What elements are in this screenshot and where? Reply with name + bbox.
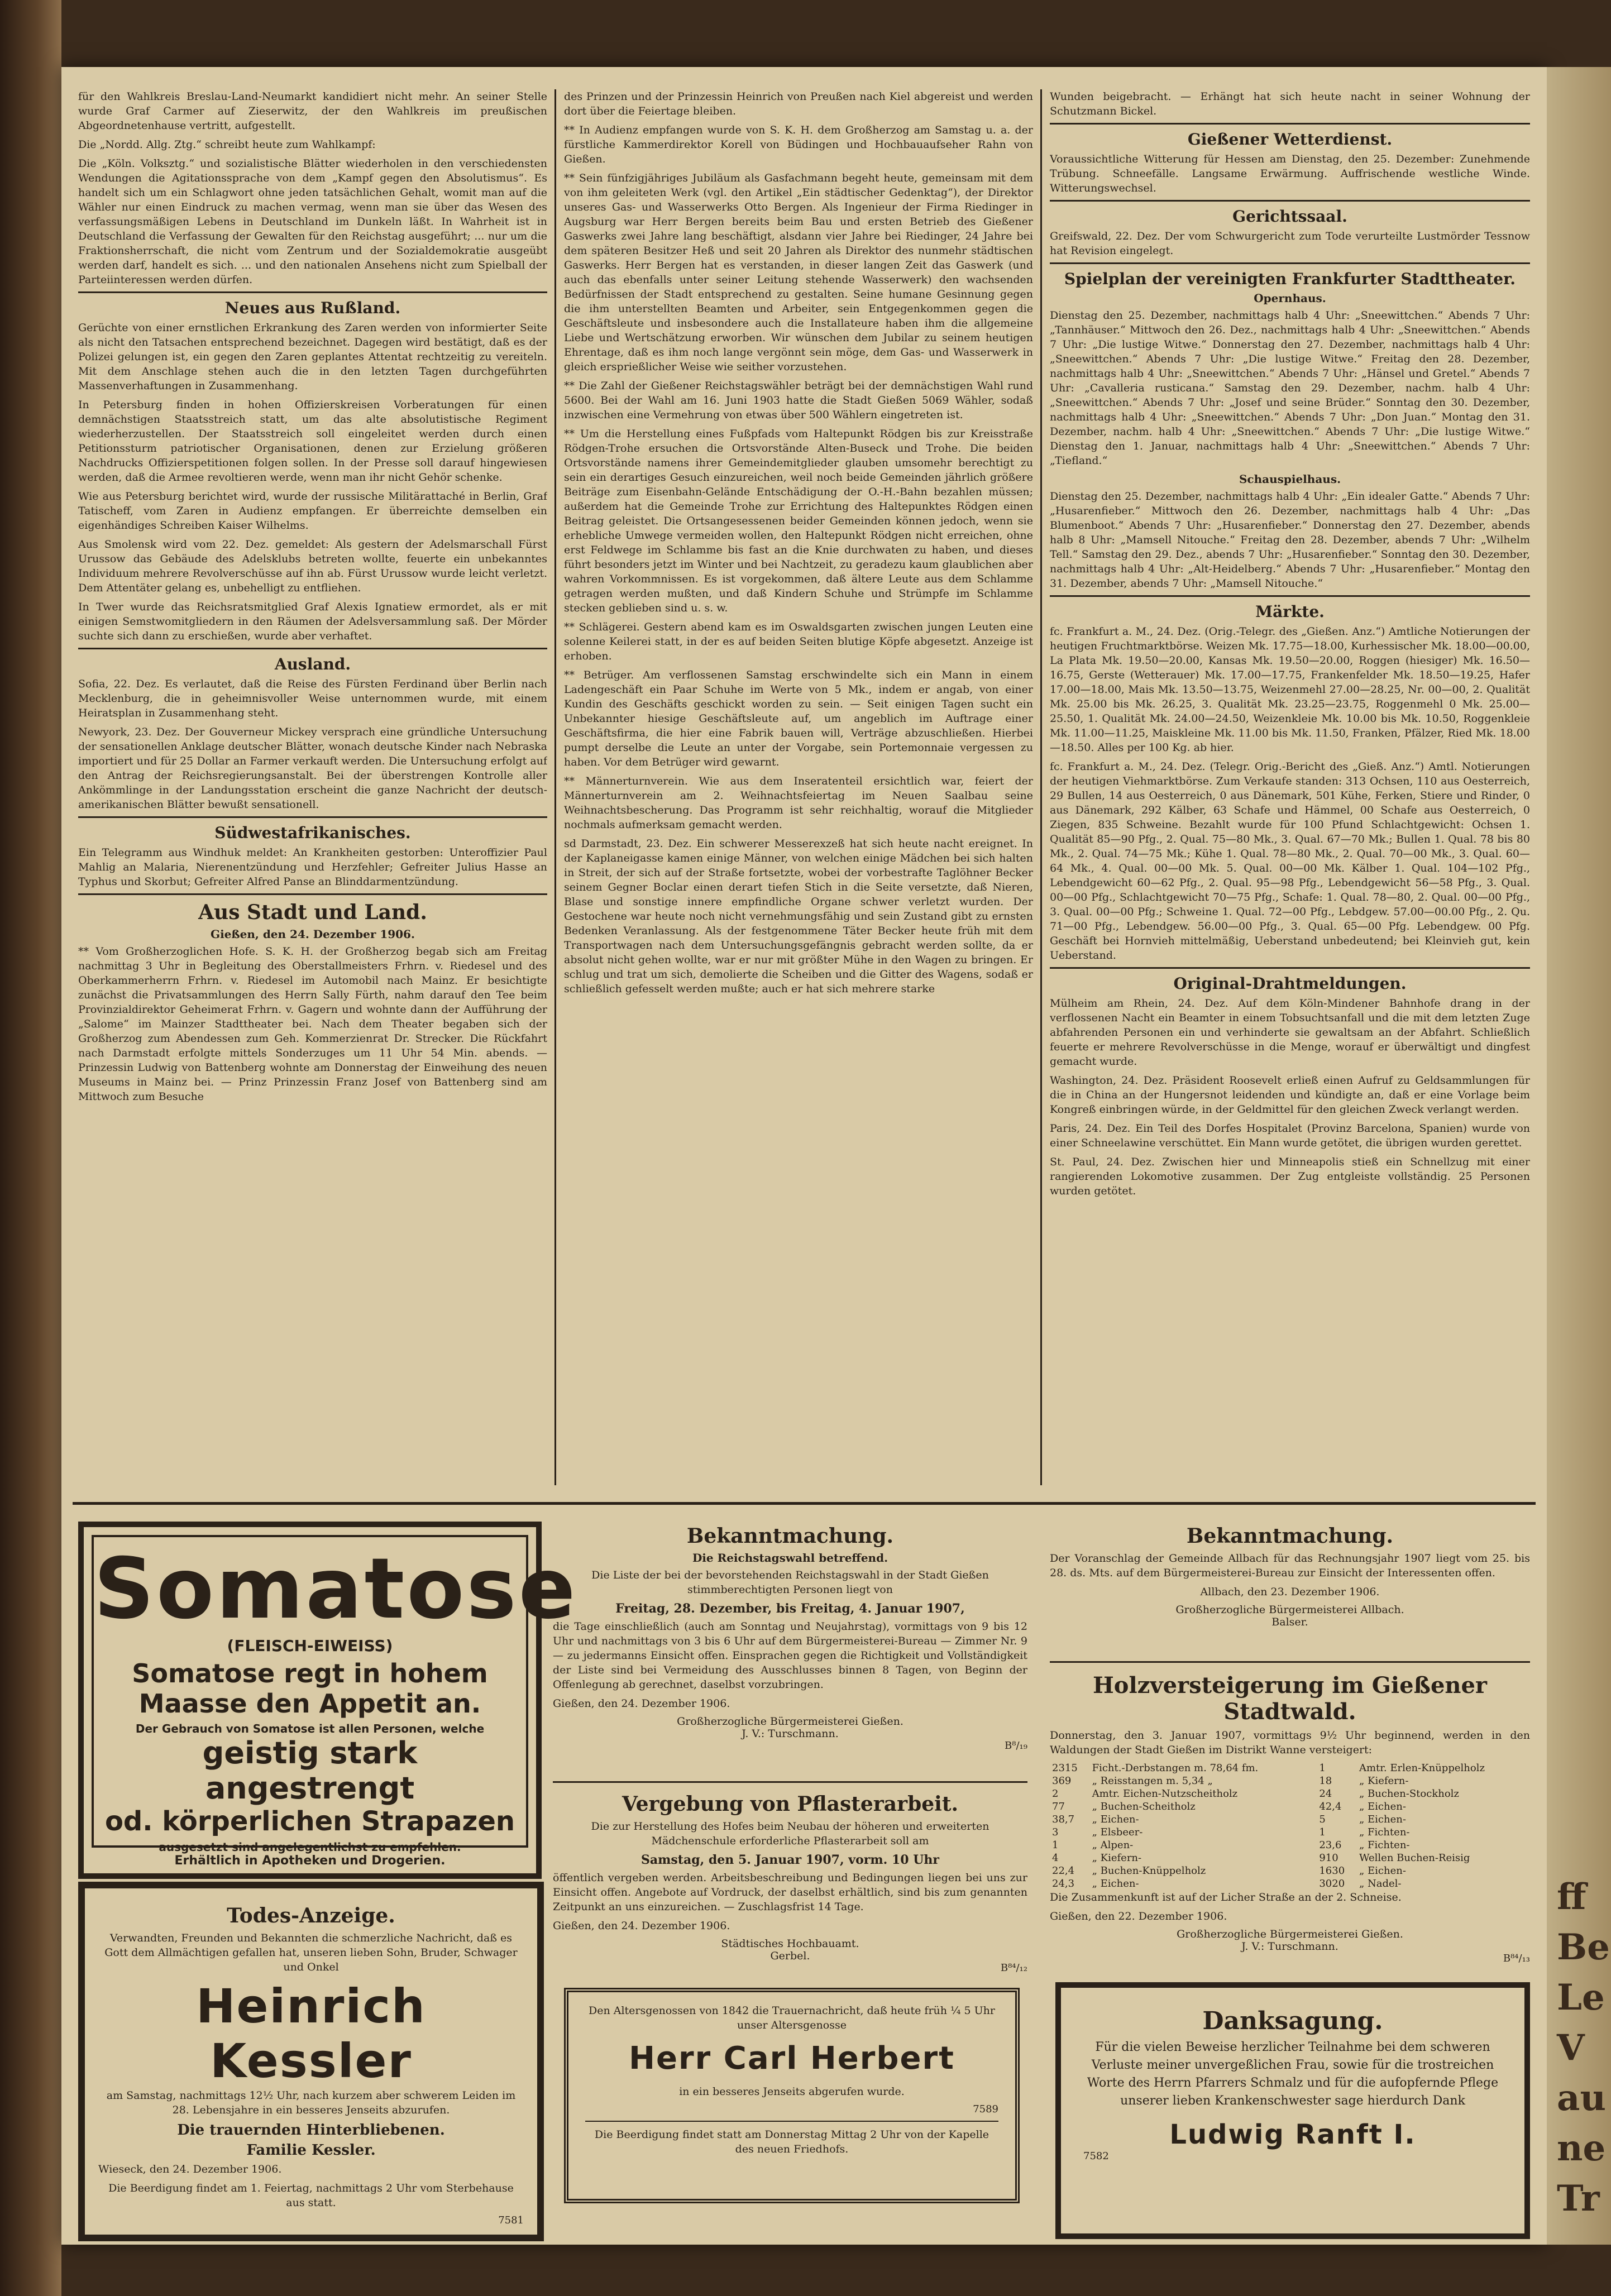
notice-signature: Städtisches Hochbauamt. [721,1938,859,1950]
page-edge-text: Tr [1557,2178,1600,2220]
article-text: fc. Frankfurt a. M., 24. Dez. (Telegr. Orig.-Bericht des „Gieß. Anz.“) Amtl. Notierungen der heutigen Viehmarktbörse. Zum Verkaufe standen: 313 Ochsen, 110 aus Oesterreich, 29 Bullen, 14 aus Oesterreich, 0 aus Dänemark, 501 Kühe, Ferken, Stiere und Rinder, 0 aus Dänemark, 292 Kälber, 63 Schafe und Hämmel, 00 Schafe aus Oesterreich, 0 Ziegen, 835 Schweine. Bezahlt wurde für 100 Pfund Schlachtgewicht: Ochsen 1. Qualität 85—90 Pfg., 2. Qual. 75—80 Mk., 3. Qual. 67—70 Mk.; Bullen 1. Qual. 78 bis 80 Mk., 2. Qual. 74—75 Mk.; Kühe 1. Qual. 78—80 Mk., 2. Qual. 70—00 Mk., 3. Qual. 60—64 Mk., 4. Qual. 00—00 Mk. 5. Qual. 00—00 Mk. Kälber 1. Qual. 104—102 Pfg., Lebendgewicht 60—62 Pfg., 2. Qual. 95—98 Pfg., Lebendgewicht 56—58 Pfg., 3. Qual. 00—00 Pfg., Schlachtgewicht 70—75 Pfg., Schafe: 1. Qual. 78—80, 2. Qual. 00—00 Pfg., 3. Qual. 00—00 Pfg.; Schweine 1. Qual. 72—00 Pfg., Lebdgew. 57.00—00.00 Pfg., 2. Qu. 71—00 Pfg., Lebendgew. 56.00—00 Pfg., 3. Qual. 65—00 Pfg. Lebendgew. 00 Pfg. Geschäft bei Hornvieh mittelmäßig, Ueberstand unbedeutend; bei Kleinvieh gut, kein Ueberstand. [1050,760,1530,962]
table-cell: 1 [1052,1839,1059,1851]
article-text: ** Betrüger. Am verflossenen Samstag erschwindelte sich ein Mann in einem Ladengeschäft ein Paar Schuhe im Werte von 5 Mk., indem er angab, von einer Kundin des Geschäfts geschickt worden zu sein. — Seit einigen Tagen sucht ein Unbekannter hiesige Geschäftsleute auf, um angeblich im Auftrage einer Geschäftsfirma, die hier eine Fabrik bauen will, Verträge abzuschließen. Hierbei pumpt derselbe die Leute an unter der Vorgabe, sein Portemonnaie vergessen zu haben. Vor dem Betrüger wird gewarnt. [564,669,1033,768]
notice-title: Todes-Anzeige. [227,1904,395,1927]
article-text: fc. Frankfurt a. M., 24. Dez. (Orig.-Telegr. des „Gießen. Anz.“) Amtliche Notierungen der heutigen Fruchtmarktbörse. Weizen Mk. 17.75—18.00, Kurhessischer Mk. 18.00—00.00, La Plata Mk. 19.50—20.00, Kansas Mk. 19.50—20.00, Roggen (hiesiger) Mk. 16.50—16.75, Gerste (Wetterauer) Mk. 17.00—17.75, Frankenfelder Mk. 18.50—19.25, Hafer 17.00—18.00, Mais Mk. 13.50—13.75, Weizenmehl 27.00—28.25, Nr. 00—00, 2. Qualität Mk. 25.00 bis Mk. 26.25, 3. Qualität Mk. 23.25—23.75, Roggenmehl 0 Mk. 25.00—25.50, 1. Qualität Mk. 24.00—24.50, Weizenkleie Mk. 10.00 bis Mk. 10.50, Roggenkleie Mk. 11.00—11.25, Maiskleine Mk. 11.00 bis Mk. 11.50, Franken, Pfälzer, Ried Mk. 18.00—18.50. Alles per 100 Kg. ab hier. [1050,625,1530,754]
section-heading: Spielplan der vereinigten Frankfurter Stadttheater. [1064,270,1516,288]
table-cell: 22,4 [1052,1865,1075,1877]
divider [553,1781,1027,1783]
notice-signature: Großherzogliche Bürgermeisterei Gießen. [1177,1928,1403,1940]
notice-text: Den Altersgenossen von 1842 die Trauernachricht, daß heute früh ¼ 5 Uhr unser Altersgenosse [589,2005,995,2031]
ad-number: 7582 [1083,2150,1109,2162]
section-heading: Original-Drahtmeldungen. [1173,974,1407,993]
article-text: Dienstag den 25. Dezember, nachmittags halb 4 Uhr: „Ein idealer Gatte.“ Abends 7 Uhr: „Husarenfieber.“ Mittwoch den 26. Dezember, nachmittags halb 4 Uhr: „Das Blumenboot.“ Abends 7 Uhr: „Husarenfieber.“ Donnerstag den 27. Dezember, abends halb 8 Uhr: „Mamsell Nitouche.“ Freitag den 28. Dezember, abends 7 Uhr: „Wilhelm Tell.“ Samstag den 29. Dez., abends 7 Uhr: „Husarenfieber.“ Sonntag den 30. Dezember, nachmittags halb 4 Uhr: „Alt-Heidelberg.“ Abends 7 Uhr: „Husarenfieber.“ Montag den 31. Dezember, abends 7 Uhr: „Mamsell Nitouche.“ [1050,490,1530,590]
notice-signature: J. V.: Turschmann. [742,1728,839,1740]
article-text: Die „Köln. Volksztg.“ und sozialistische Blätter wiederholen in den verschiedensten Wendungen die Agitationssprache von dem „Kampf gegen den Absolutismus“. Es handelt sich um ein Schlagwort ohne jeden tatsächlichen Gehalt, womit man auf die Wähler nur einen Eindruck zu machen vermag, wenn man sie über das Wesen des verfassungsmäßigen Lebens in Deutschland im Dunkeln läßt. In Wahrheit ist in Deutschland die Verfassung der Gewalten für den Reichstag ausgeführt; ... nur um die Fraktionsherrschaft, die nicht vom Zentrum und der Sozialdemokratie ausgeübt werden darf, handelt es sich. ... und den nationalen Ansehens nicht zum Spielball der Parteiinteressen werden dürfen. [78,157,547,286]
table-cell: „ Fichten- [1359,1826,1410,1838]
notice-text: Die Zusammenkunft ist auf der Licher Straße an der 2. Schneise. [1050,1891,1402,1903]
wood-table [1050,1762,1530,1890]
table-cell: 24 [1319,1788,1332,1800]
table-cell: „ Buchen-Stockholz [1359,1788,1459,1800]
article-text: ** Sein fünfzigjähriges Jubiläum als Gasfachmann begeht heute, gemeinsam mit dem von ihm geleiteten Werk (vgl. den Artikel „Ein städtischer Gedenktag“), der Direktor unseres Gas- und Wasserwerks Otto Bergen. Als Ingenieur der Firma Riedinger in Augsburg war Herr Bergen bereits beim Bau und ersten Betrieb des Gießener Gaswerks zwei Jahre lang beschäftigt, alsdann vier Jahre bei Riedinger, 24 Jahre bei dem späteren Besitzer Heß und seit 20 Jahren als Direktor des nunmehr städtischen Gaswerks. Herr Bergen hat es verstanden, in dieser langen Zeit das Gaswerk (und auch das ebenfalls unter seiner Leitung stehende Wasserwerk) den wachsenden Bedürfnissen der Stadt entsprechend zu gestalten. Seine humane Gesinnung gegen die ihm unterstellten Beamten und Arbeiter, sein Entgegenkommen gegen die Geschäftsleute und insbesondere auch die Installateure haben ihm die allgemeine Liebe und Wertschätzung erworben. Wir wünschen dem Jubilar zu seinem heutigen Ehrentage, daß es ihm noch lange vergönnt sein möge, dem Gas- und Wasserwerk in gleich ersprießlicher Weise wie seither vorzustehen. [564,172,1033,373]
announcement-holzversteigerung [1050,1667,1530,1968]
table-cell: „ Buchen-Knüppelholz [1092,1865,1206,1877]
ad-text: Erhältlich in Apotheken und Drogerien. [174,1854,446,1868]
article-text: In Petersburg finden in hohen Offizierskreisen Vorberatungen für einen demnächstigen Staatsstreich statt, um das alte absolutistische Regiment wiederherzustellen. Der Staatsstreich soll eingeleitet werden durch einen Petitionssturm patriotischer Organisationen, denen zur Erzielung größeren Nachdrucks Offizierspetitionen folgen sollen. In der Presse soll darauf hingewiesen werden, daß die Armee revoltieren werde, wenn man ihr nicht Gehör schenke. [78,399,547,484]
article-text: ** Vom Großherzoglichen Hofe. S. K. H. der Großherzog begab sich am Freitag nachmittag 3 Uhr in Begleitung des Oberstallmeisters Frhrn. v. Riedesel und des Oberkammerherrn Frhrn. v. Riedesel im Automobil nach Mainz. Er besichtigte zunächst die Privatsammlungen des Herrn Sally Fürth, nahm darauf den Tee beim Provinzialdirektor Geheimerat Frhrn. v. Gagern und wohnte dann der Aufführung der „Salome“ im Mainzer Stadttheater bei. Nach dem Theater begaben sich der Großherzog zum Abendessen zum Geh. Kommerzienrat Dr. Strecker. Die Rückfahrt nach Darmstadt erfolgte mittels Sonderzuges um 11 Uhr 54 Min. abends. — Prinzessin Ludwig von Battenberg wohnte am Donnerstag der Einweihung des neuen Museums in Mainz bei. — Prinz Prinzessin Franz Josef von Battenberg sind am Mittwoch zum Besuche [78,945,547,1103]
page-edge-text: V [1557,2027,1585,2069]
table-cell: Ficht.-Derbstangen m. 78,64 fm. [1092,1762,1259,1774]
next-page-edge [1547,67,1611,2245]
table-cell: „ Elsbeer- [1092,1826,1143,1838]
table-row [1050,1787,1530,1800]
section-heading: Ausland. [274,655,351,673]
ad-text: ausgesetzt sind angelegentlichst zu empfehlen. [159,1840,461,1854]
notice-signature: Die trauernden Hinterbliebenen. [177,2122,445,2139]
article-text: des Prinzen und der Prinzessin Heinrich von Preußen nach Kiel abgereist und werden dort über die Feiertage bleiben. [564,90,1033,117]
table-row [1050,1877,1530,1890]
table-row [1050,1864,1530,1877]
page-edge-text: ne [1557,2127,1606,2169]
table-cell: 38,7 [1052,1814,1075,1825]
table-cell: 5 [1319,1814,1326,1825]
table-cell: 2 [1052,1788,1059,1800]
notice-place: Gießen, den 22. Dezember 1906. [1050,1910,1227,1922]
ad-text: Somatose regt in hohem [132,1658,488,1688]
notice-title: Vergebung von Pflasterarbeit. [622,1792,958,1816]
table-row [1050,1800,1530,1813]
divider [585,2121,998,2122]
article-text: Sofia, 22. Dez. Es verlautet, daß die Reise des Fürsten Ferdinand über Berlin nach Mecklenburg, die in geheimnisvoller Weise unternommen wurde, mit einem Heiratsplan in Zusammenhang steht. [78,678,547,719]
table-row [1050,1813,1530,1826]
article-text: Ein Telegramm aus Windhuk meldet: An Krankheiten gestorben: Unteroffizier Paul Mahlig an Malaria, Nierenentzündung und Herzfehler; Gefreiter Julius Hasse an Typhus und Skorbut; Gefreiter Alfred Panse an Blinddarmentzündung. [78,846,547,888]
ad-text: (FLEISCH-EIWEISS) [227,1637,393,1655]
table-cell: 77 [1052,1801,1065,1812]
notice-signature: Familie Kessler. [246,2142,376,2159]
column-rule [1040,89,1042,1485]
section-heading: Aus Stadt und Land. [198,901,427,924]
announcement-allbach [1050,1519,1530,1658]
table-cell: „ Eichen- [1359,1814,1406,1825]
article-text: Aus Smolensk wird vom 22. Dez. gemeldet: Als gestern der Adelsmarschall Fürst Urussow das Gebäude des Adelsklubs betreten wollte, feuerte ein unbekanntes Individuum mehrere Revolverschüsse auf ihn ab. Fürst Urussow wurde leicht verletzt. Dem Attentäter gelang es, unbehelligt zu entfliehen. [78,538,547,594]
article-text: In Twer wurde das Reichsratsmitglied Graf Alexis Ignatiew ermordet, als er mit einigen Semstwomitgliedern in den Räumen der Adelsversammlung saß. Der Mörder suchte sich dann zu erschießen, wurde aber verhaftet. [78,601,547,642]
article-text: ** Die Zahl der Gießener Reichstagswähler beträgt bei der demnächstigen Wahl rund 5600. Bei der Wahl am 16. Juni 1903 hatte die Stadt Gießen 5069 Wähler, sodaß inzwischen eine Vermehrung von etwas über 500 Wählern eingetreten ist. [564,380,1033,421]
death-notice-kessler [78,1882,544,2241]
notice-text: Die Liste der bei der bevorstehenden Reichstagswahl in der Stadt Gießen stimmberechtigten Personen liegt von [591,1569,989,1596]
notice-text: Der Voranschlag der Gemeinde Allbach für das Rechnungsjahr 1907 liegt vom 25. bis 28. ds. Mts. auf dem Bürgermeisterei-Bureau zur Einsicht der Interessenten offen. [1050,1552,1530,1579]
page-edge-text: ff [1557,1876,1586,1918]
notice-dates: Freitag, 28. Dezember, bis Freitag, 4. Januar 1907, [615,1601,965,1616]
notice-dates: Samstag, den 5. Januar 1907, vorm. 10 Uhr [641,1853,939,1867]
dateline: Gießen, den 24. Dezember 1906. [211,927,415,941]
table-cell: 1 [1319,1762,1326,1774]
article-text: St. Paul, 24. Dez. Zwischen hier und Minneapolis stieß ein Schnellzug mit einer rangierenden Lokomotive zusammen. Der Zug entgleiste vollständig. 25 Personen wurden getötet. [1050,1156,1530,1197]
divider [1050,123,1530,125]
subheading: Schauspielhaus. [1239,472,1341,486]
section-heading: Gerichtssaal. [1232,207,1347,226]
table-cell: „ Fichten- [1359,1839,1410,1851]
table-cell: „ Buchen-Scheitholz [1092,1801,1196,1812]
table-cell: 2315 [1052,1762,1078,1774]
article-text: Mülheim am Rhein, 24. Dez. Auf dem Köln-Mindener Bahnhofe drang in der verflossenen Nacht ein Beamter in einem Tobsuchtsanfall und die mit dem letzten Zuge abfahrenden Personen ein und verhinderte sie gewaltsam an der Abfahrt. Schließlich feuerte er mehrere Revolverschüsse in die Menge, worauf er überwältigt und dingfest gemacht wurde. [1050,997,1530,1068]
notice-place: Wieseck, den 24. Dezember 1906. [98,2163,282,2175]
ad-number: B⁸/₁₉ [1005,1740,1027,1752]
section-heading: Neues aus Rußland. [224,299,401,317]
column-rule [554,89,556,1485]
article-text: ** In Audienz empfangen wurde von S. K. H. dem Großherzog am Samstag u. a. der fürstliche Kammerdirektor Korell von Büdingen und Hochbauaufseher Rahn von Gießen. [564,124,1033,165]
table-cell: „ Eichen- [1092,1878,1139,1890]
ads-divider [73,1502,1536,1505]
table-cell: 23,6 [1319,1839,1342,1851]
table-cell: Amtr. Erlen-Knüppelholz [1359,1762,1485,1774]
notice-title: Bekanntmachung. [686,1524,894,1548]
table-row [1050,1852,1530,1864]
deceased-name: Herr Carl Herbert [629,2040,955,2077]
article-text: Gerüchte von einer ernstlichen Erkrankung des Zaren werden von informierter Seite als nicht den Tatsachen entsprechend bezeichnet. Dagegen wird bestätigt, daß es der Polizei gelungen ist, ein gegen den Zaren geplantes Attentat rechtzeitig zu vereiteln. Mit dem Anschlage stehen auch die in den letzten Tagen durchgeführten Massenverhaftungen in Zusammenhang. [78,322,547,392]
notice-text: die Tage einschließlich (auch am Sonntag und Neujahrstag), vormittags von 9 bis 12 Uhr und nachmittags von 3 bis 6 Uhr auf dem Bürgermeisterei-Bureau — Zimmer Nr. 9 — zu jedermanns Einsicht offen. Einsprachen gegen die Richtigkeit und Vollständigkeit der Liste sind bei Vermeidung des Ausschlusses binnen 8 Tagen, von Beginn der Offenlegung ab gerechnet, daselbst vorzubringen. [553,1620,1027,1691]
table-cell: „ Eichen- [1359,1865,1406,1877]
newspaper-page [61,67,1547,2245]
table-cell: 18 [1319,1775,1332,1787]
notice-place: Allbach, den 23. Dezember 1906. [1200,1586,1380,1598]
article-text: ** Schlägerei. Gestern abend kam es im Oswaldsgarten zwischen jungen Leuten eine solenne Keilerei statt, in der es auf beiden Seiten blutige Köpfe abgesetzt. Anzeige ist erhoben. [564,621,1033,662]
divider [78,893,547,895]
article-text: Newyork, 23. Dez. Der Gouverneur Mickey versprach eine gründliche Untersuchung der sensationellen Anklage deutscher Blätter, wonach deutsche Kinder nach Nebraska importiert und für 25 Dollar an Farmer verkauft werden. Die Untersuchung erfolgt auf den Antrag der Reichsregierungsanstalt. Bei der überstrengen Kontrolle aller Ankömmlinge in der Landungsstation erscheint die ganze Nachricht der deutsch-amerikanischen Blätter bewußt sensationell. [78,726,547,811]
page-edge-text: Be [1557,1926,1610,1968]
table-cell: „ Eichen- [1359,1801,1406,1812]
divider [78,291,547,293]
article-text: sd Darmstadt, 23. Dez. Ein schwerer Messerexzeß hat sich heute nacht ereignet. In der Kaplaneigasse kamen einige Männer, von welchen einige Mädchen bei sich halten in Streit, der sich auf der Straße fortsetzte, wobei der vorbestrafte Taglöhner Becker seinem Gegner Boclar einen derart tiefen Stich in die Seite versetzte, daß Nieren, Blase und sonstige innere empfindliche Organe schwer verletzt wurden. Der Gestochene war heute noch nicht vernehmungsfähig und sein Zustand gibt zu ernsten Bedenken Veranlassung. Als der festgenommene Täter Becker heute früh mit dem Transportwagen nach dem Untersuchungsgefängnis gebracht werden sollte, da er absolut nicht gehen wollte, war er nur mit größter Mühe in den Wagen zu bringen. Er schlug und trat um sich, demolierte die Scheiben und die Gitter des Wagens, sodaß er schließlich gefesselt werden mußte; auch er hat sich mehrere starke [564,838,1033,995]
notice-text: Die zur Herstellung des Hofes beim Neubau der höheren und erweiterten Mädchenschule erforderliche Pflasterarbeit soll am [591,1820,989,1847]
article-text: Paris, 24. Dez. Ein Teil des Dorfes Hospitalet (Provinz Barcelona, Spanien) wurde von einer Schneelawine verschüttet. Ein Mann wurde getötet, die übrigen wurden gerettet. [1050,1122,1530,1149]
divider [1050,1661,1530,1663]
table-cell: 4 [1052,1852,1059,1864]
table-cell: „ Reisstangen m. 5,34 „ [1092,1775,1213,1787]
page-edge-text: Le [1557,1977,1605,2018]
notice-text: Verwandten, Freunden und Bekannten die schmerzliche Nachricht, daß es Gott dem Allmächtigen gefallen hat, unseren lieben Sohn, Bruder, Schwager und Onkel [104,1932,518,1973]
ad-text: Der Gebrauch von Somatose ist allen Personen, welche [135,1722,485,1735]
table-cell: 24,3 [1052,1878,1075,1890]
notice-title: Holzversteigerung im Gießener Stadtwald. [1092,1672,1488,1725]
ad-number: B⁸⁴/₁₂ [1000,1962,1027,1974]
notice-title: Danksagung. [1202,2007,1383,2035]
divider [1050,595,1530,597]
divider [1050,262,1530,264]
somatose-ad [78,1522,578,1879]
article-text: Dienstag den 25. Dezember, nachmittags halb 4 Uhr: „Sneewittchen.“ Abends 7 Uhr: „Tannhäuser.“ Mittwoch den 26. Dez., nachmittags halb 4 Uhr: „Sneewittchen.“ Abends 7 Uhr: „Die lustige Witwe.“ Donnerstag den 27. Dezember, nachmittags halb 4 Uhr: „Sneewittchen.“ Abends 7 Uhr: „Die lustige Witwe.“ Freitag den 28. Dezember, nachmittags halb 4 Uhr: „Sneewittchen.“ Abends 7 Uhr: „Hänsel und Gretel.“ Abends 7 Uhr: „Cavalleria rusticana.“ Samstag den 29. Dezember, nachm. halb 4 Uhr: „Sneewittchen.“ Abends 7 Uhr: „Josef und seine Brüder.“ Sonntag den 30. Dezember, nachmittags halb 4 Uhr: „Sneewittchen.“ Abends 7 Uhr: „Don Juan.“ Montag den 31. Dezember, nachm. halb 4 Uhr: „Sneewittchen.“ Abends 7 Uhr: „Die lustige Witwe.“ Dienstag den 1. Januar, nachmittags halb 4 Uhr: „Sneewittchen.“ Abends 7 Uhr: „Tiefland.“ [1050,309,1530,467]
article-text: für den Wahlkreis Breslau-Land-Neumarkt kandidiert nicht mehr. An seiner Stelle wurde Graf Carmer auf Zieserwitz, der den Wahlkreis im preußischen Abgeordnetenhause vertritt, aufgestellt. [78,90,547,132]
table-cell: 910 [1319,1852,1338,1864]
notice-text: öffentlich vergeben werden. Arbeitsbeschreibung und Bedingungen liegen bei uns zur Einsicht offen. Angebote auf Vordruck, der daselbst erhältlich, sind bis zum genannten Zeitpunkt an uns einzureichen. — Zuschlagsfrist 14 Tage. [553,1872,1027,1913]
notice-signature: Balser. [1271,1616,1308,1628]
table-cell: 1 [1319,1826,1326,1838]
notice-text: in ein besseres Jenseits abgerufen wurde. [679,2085,905,2098]
table-cell: 3 [1052,1826,1059,1838]
table-row [1050,1774,1530,1787]
table-cell: 369 [1052,1775,1072,1787]
article-text: Die „Nordd. Allg. Ztg.“ schreibt heute zum Wahlkampf: [78,138,376,151]
notice-place: Gießen, den 24. Dezember 1906. [553,1697,730,1710]
ad-number: 7589 [973,2103,998,2115]
article-text: ** Um die Herstellung eines Fußpfads vom Haltepunkt Rödgen bis zur Kreisstraße Rödgen-Trohe ersuchen die Ortsvorstände Alten-Buseck und Trohe. Die beiden Ortsvorstände namens ihrer Gemeindemitglieder glauben umsomehr berechtigt zu sein ein derartiges Gesuch einzureichen, weil noch beide Gemeinden jährlich größere Beiträge zum Eisenbahn-Gelände Entschädigung der O.-H.-Bahn bezahlen müssen; außerdem hat die Gemeinde Trohe zur Errichtung des Haltepunktes Rödgen einen Beitrag geleistet. Die Ortsangesessenen beider Gemeinden können jedoch, wenn sie erhebliche Umwege vermeiden wollen, den Haltepunkt Rödgen nicht erreichen, ohne erst Feldwege im Schlamme bis fast an die Knie durchwaten zu haben, und dieses führt besonders jetzt im Winter und bei Nachtzeit, zu geradezu kaum glaublichen aber wahren Vorkommnissen. Es ist vorgekommen, daß ältere Leute aus dem Schlamme getragen werden mußten, und daß Kindern Schuhe und Strümpfe im Schlamme stecken geblieben sind u. s. w. [564,428,1033,614]
notice-place: Gießen, den 24. Dezember 1906. [553,1920,730,1932]
table-cell: „ Kiefern- [1359,1775,1409,1787]
table-cell: 42,4 [1319,1801,1342,1812]
notice-title: Bekanntmachung. [1186,1524,1394,1548]
table-row [1050,1762,1530,1774]
announcement-pflasterarbeit [553,1787,1027,1974]
section-heading: Märkte. [1255,602,1325,621]
book-binding [0,0,61,2296]
ad-text: Maasse den Appetit an. [138,1688,481,1719]
notice-text: Die Beerdigung findet statt am Donnerstag Mittag 2 Uhr von der Kapelle des neuen Friedhofs. [594,2128,989,2155]
divider [1050,200,1530,202]
table-cell: „ Eichen- [1092,1814,1139,1825]
signature-name: Ludwig Ranft I. [1169,2119,1416,2150]
table-cell: „ Alpen- [1092,1839,1134,1851]
table-cell: „ Nadel- [1359,1878,1402,1890]
death-notice-herbert [564,1988,1020,2203]
table-row [1050,1826,1530,1839]
subheading: Opernhaus. [1254,291,1326,305]
table-cell: 1630 [1319,1865,1345,1877]
notice-signature: Gerbel. [770,1950,810,1962]
section-heading: Südwestafrikanisches. [214,824,411,842]
article-text: Wunden beigebracht. — Erhängt hat sich heute nacht in seiner Wohnung der Schutzmann Bickel. [1050,90,1530,117]
article-text: ** Männerturnverein. Wie aus dem Inseratenteil ersichtlich war, feiert der Männerturnverein am 2. Weihnachtsfeiertag im Neuen Saalbau seine Weihnachtsbescherung. Das Programm ist sehr reichhaltig, worauf die Mitglieder nochmals aufmerksam gemacht werden. [564,775,1033,831]
notice-subtitle: Die Reichstagswahl betreffend. [692,1551,888,1565]
ad-text: od. körperlichen Strapazen [104,1806,515,1837]
article-text: Washington, 24. Dez. Präsident Roosevelt erließ einen Aufruf zu Geldsammlungen für die in China an der Hungersnot leidenden und kündigte an, daß er eine Vorlage beim Kongreß einbringen würde, in der Geldmittel für den gleichen Zweck verlangt werden. [1050,1074,1530,1116]
page-edge-text: au [1557,2077,1606,2119]
table-cell: 3020 [1319,1878,1345,1890]
table-cell: „ Kiefern- [1092,1852,1142,1864]
column-3 [1050,89,1530,1496]
thanks-notice-ranft [1055,1982,1530,2239]
table-cell: Amtr. Eichen-Nutzscheitholz [1092,1788,1238,1800]
notice-signature: Großherzogliche Bürgermeisterei Gießen. [677,1715,904,1728]
divider [78,648,547,649]
table-cell: Wellen Buchen-Reisig [1359,1852,1470,1864]
ad-text: geistig stark angestrengt [202,1735,418,1806]
notice-text: Donnerstag, den 3. Januar 1907, vormittags 9½ Uhr beginnend, werden in den Waldungen der Stadt Gießen im Distrikt Wanne versteigert: [1050,1729,1530,1756]
notice-text: am Samstag, nachmittags 12½ Uhr, nach kurzem aber schwerem Leiden im 28. Lebensjahre in ein besseres Jenseits abzurufen. [106,2089,516,2116]
ad-brand: Somatose [94,1541,578,1638]
notice-signature: J. V.: Turschmann. [1241,1940,1338,1953]
notice-signature: Großherzogliche Bürgermeisterei Allbach. [1175,1604,1404,1616]
section-heading: Gießener Wetterdienst. [1187,130,1393,149]
notice-text: Für die vielen Beweise herzlicher Teilnahme bei dem schweren Verluste meiner unvergeßlichen Frau, sowie für die trostreichen Worte des Herrn Pfarrers Schmalz und für die aufopfernde Pflege unserer lieben Krankenschwester sage hierdurch Dank [1087,2040,1499,2108]
divider [1050,967,1530,969]
column-1 [78,89,547,1496]
divider [78,816,547,818]
ad-number: 7581 [498,2214,524,2226]
column-2 [564,89,1033,1496]
announcement-reichstagswahl [553,1519,1027,1776]
ad-number: B⁸⁴/₁₃ [1503,1953,1530,1964]
article-text: Wie aus Petersburg berichtet wird, wurde der russische Militärattaché in Berlin, Graf Tatischeff, vom Zaren in Audienz empfangen. Er überreichte demselben ein eigenhändiges Schreiben Kaiser Wilhelms. [78,490,547,532]
article-text: Voraussichtliche Witterung für Hessen am Dienstag, den 25. Dezember: Zunehmende Trübung. Schneefälle. Langsame Erwärmung. Auffrischende westliche Winde. Witterungswechsel. [1050,153,1530,194]
deceased-name: Heinrich Kessler [196,1979,426,2088]
table-row [1050,1839,1530,1852]
notice-text: Die Beerdigung findet am 1. Feiertag, nachmittags 2 Uhr vom Sterbehause aus statt. [108,2182,514,2209]
article-text: Greifswald, 22. Dez. Der vom Schwurgericht zum Tode verurteilte Lustmörder Tessnow hat Revision eingelegt. [1050,230,1530,257]
